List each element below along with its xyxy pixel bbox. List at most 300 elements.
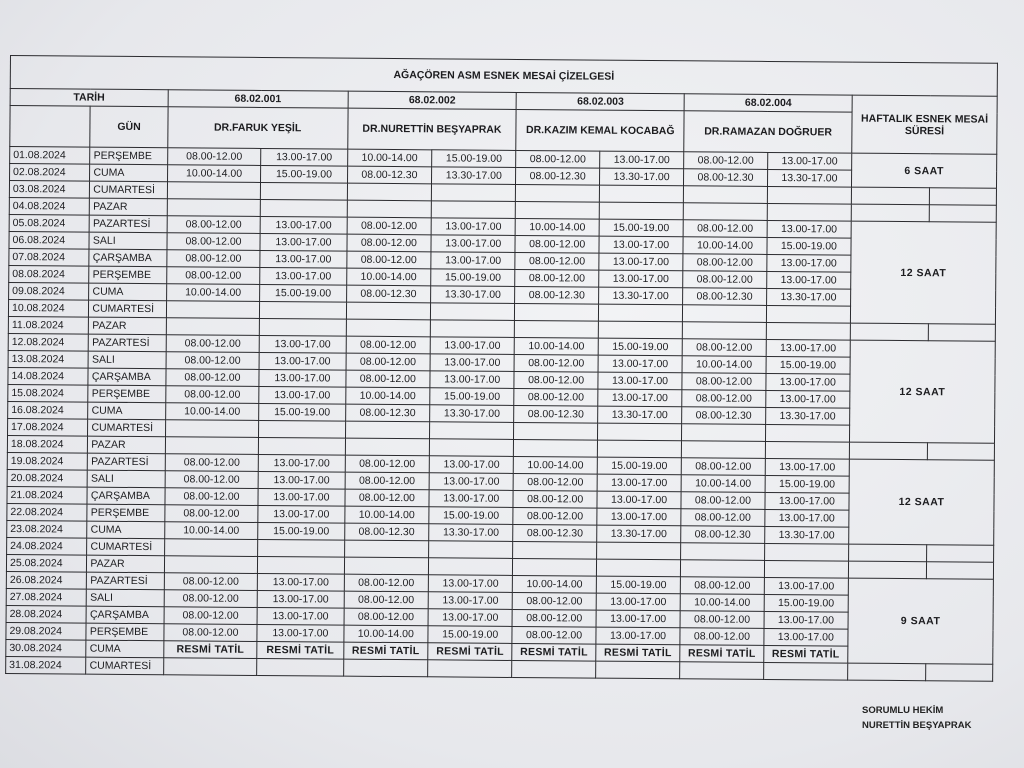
shift-cell (516, 201, 600, 219)
shift-cell: 08.00-12.00 (681, 492, 765, 510)
shift-cell: 08.00-12.30 (682, 407, 766, 425)
date-cell: 22.08.2024 (7, 503, 88, 521)
weekly-hours-cell: 9 SAAT (848, 578, 994, 664)
day-cell: PAZARTESİ (88, 453, 166, 471)
weekly-hours-cell: 12 SAAT (849, 459, 995, 545)
day-cell: SALI (87, 589, 165, 607)
weekly-empty-cell (849, 442, 928, 460)
shift-cell: 13.30-17.00 (767, 169, 852, 187)
shift-cell: 08.00-12.00 (344, 574, 429, 592)
shift-cell: 13.00-17.00 (257, 624, 344, 642)
shift-cell (681, 543, 765, 561)
shift-cell: 08.00-12.00 (164, 607, 258, 625)
day-cell: CUMARTESİ (90, 181, 168, 199)
date-cell: 10.08.2024 (8, 299, 89, 317)
shift-cell (597, 423, 682, 441)
shift-cell (682, 441, 766, 459)
shift-cell (346, 302, 431, 320)
shift-cell (163, 658, 257, 676)
shift-cell: 13.00-17.00 (764, 509, 849, 527)
day-cell: SALI (89, 232, 167, 250)
date-cell: 01.08.2024 (10, 147, 91, 165)
date-cell: 14.08.2024 (8, 367, 89, 385)
shift-cell (597, 440, 682, 458)
day-cell: CUMA (88, 402, 166, 420)
shift-cell: 08.00-12.00 (164, 573, 258, 591)
shift-cell: 13.00-17.00 (260, 250, 347, 268)
shift-cell: 08.00-12.00 (166, 386, 260, 404)
shift-cell: 08.00-12.00 (344, 608, 429, 626)
shift-cell: 15.00-19.00 (430, 388, 515, 406)
shift-cell: 13.00-17.00 (429, 473, 514, 491)
shift-cell (598, 321, 683, 339)
schedule-sheet (5, 55, 998, 682)
shift-cell: 13.00-17.00 (430, 354, 515, 372)
weekly-empty-cell (851, 187, 930, 205)
day-cell: ÇARŞAMBA (88, 368, 166, 386)
shift-cell (766, 305, 851, 323)
shift-cell (260, 301, 347, 319)
shift-cell: 13.00-17.00 (260, 233, 347, 251)
shift-cell: 13.00-17.00 (599, 270, 684, 288)
shift-cell: RESMİ TATİL (680, 645, 764, 663)
weekly-empty-cell (849, 544, 928, 562)
shift-cell: 08.00-12.30 (514, 405, 598, 423)
shift-cell: 08.00-12.00 (164, 624, 258, 642)
date-cell: 30.08.2024 (6, 639, 87, 657)
date-cell: 31.08.2024 (6, 656, 87, 674)
day-cell: PAZAR (89, 317, 167, 335)
shift-cell: 10.00-14.00 (344, 506, 429, 524)
shift-cell: 15.00-19.00 (767, 237, 852, 255)
doctor-2-code: 68.02.002 (348, 91, 517, 109)
day-cell: SALI (88, 351, 166, 369)
shift-cell: 13.00-17.00 (598, 389, 683, 407)
shift-cell: 10.00-14.00 (514, 456, 598, 474)
shift-cell: 08.00-12.00 (345, 489, 430, 507)
day-cell: PERŞEMBE (87, 504, 165, 522)
shift-cell: 08.00-12.30 (684, 169, 768, 187)
day-cell: CUMA (90, 164, 168, 182)
date-cell: 13.08.2024 (8, 350, 89, 368)
day-header: GÜN (90, 106, 168, 148)
shift-cell (165, 420, 259, 438)
shift-cell: 13.00-17.00 (258, 471, 345, 489)
shift-cell: 08.00-12.30 (345, 404, 430, 422)
day-cell: SALI (87, 470, 165, 488)
shift-cell: RESMİ TATİL (257, 641, 344, 659)
shift-cell: 10.00-14.00 (513, 575, 597, 593)
shift-cell (260, 199, 347, 217)
shift-cell: 08.00-12.00 (167, 233, 261, 251)
shift-cell (682, 424, 766, 442)
shift-cell: 15.00-19.00 (598, 338, 683, 356)
day-cell: PERŞEMBE (86, 623, 164, 641)
shift-cell: 08.00-12.00 (681, 577, 765, 595)
day-cell: CUMARTESİ (86, 657, 164, 675)
shift-cell: 13.00-17.00 (257, 590, 344, 608)
shift-cell (683, 305, 767, 323)
day-cell: ÇARŞAMBA (86, 606, 164, 624)
date-cell: 15.08.2024 (8, 384, 89, 402)
shift-cell: RESMİ TATİL (164, 641, 258, 659)
weekly-hours-cell: 12 SAAT (850, 340, 996, 443)
weekly-empty-cell (848, 561, 927, 579)
shift-cell (512, 660, 596, 678)
shift-cell: 08.00-12.00 (165, 454, 259, 472)
shift-cell: 08.00-12.00 (165, 488, 259, 506)
shift-cell (764, 560, 849, 578)
shift-cell (514, 439, 598, 457)
shift-cell: 15.00-19.00 (765, 475, 850, 493)
shift-cell (167, 199, 261, 217)
date-cell: 27.08.2024 (6, 588, 87, 606)
shift-cell: 08.00-12.00 (683, 254, 767, 272)
weekly-empty-cell (851, 204, 930, 222)
shift-cell (431, 184, 516, 202)
shift-cell: 13.00-17.00 (259, 352, 346, 370)
shift-cell: 08.00-12.00 (684, 152, 768, 170)
shift-cell: 08.00-12.30 (516, 167, 600, 185)
shift-cell (429, 439, 514, 457)
shift-cell: 13.00-17.00 (764, 577, 849, 595)
shift-cell: 13.00-17.00 (259, 335, 346, 353)
shift-cell: 08.00-12.30 (683, 288, 767, 306)
shift-cell: 13.00-17.00 (259, 386, 346, 404)
day-cell: PAZARTESİ (89, 334, 167, 352)
date-subheader (10, 106, 91, 148)
day-cell: CUMARTESİ (87, 538, 165, 556)
shift-cell: 15.00-19.00 (764, 594, 849, 612)
shift-cell: 13.00-17.00 (261, 148, 348, 166)
shift-cell: 08.00-12.00 (164, 590, 258, 608)
shift-cell: 13.00-17.00 (766, 339, 851, 357)
shift-cell (261, 182, 348, 200)
shift-cell: 13.00-17.00 (766, 271, 851, 289)
shift-cell: 13.00-17.00 (766, 373, 851, 391)
shift-cell: 08.00-12.00 (165, 471, 259, 489)
date-cell: 18.08.2024 (7, 435, 88, 453)
shift-cell: RESMİ TATİL (763, 645, 848, 663)
shift-cell: 13.00-17.00 (259, 369, 346, 387)
shift-cell: 13.30-17.00 (598, 287, 683, 305)
shift-cell (430, 422, 515, 440)
shift-cell (680, 662, 764, 680)
date-cell: 07.08.2024 (9, 248, 90, 266)
shift-cell: 08.00-12.00 (347, 217, 432, 235)
date-cell: 08.08.2024 (9, 265, 90, 283)
weekly-hours-cell: 12 SAAT (850, 221, 996, 324)
shift-cell: 10.00-14.00 (344, 625, 429, 643)
shift-cell (345, 421, 430, 439)
shift-cell: 08.00-12.00 (346, 370, 431, 388)
shift-cell: 13.00-17.00 (767, 220, 852, 238)
shift-cell (513, 558, 597, 576)
shift-cell: 13.00-17.00 (430, 371, 515, 389)
shift-cell: 08.00-12.00 (346, 336, 431, 354)
shift-cell: 08.00-12.00 (682, 390, 766, 408)
doctor-4-code: 68.02.004 (684, 94, 852, 112)
shift-cell: 08.00-12.00 (515, 235, 599, 253)
shift-cell: 10.00-14.00 (683, 237, 767, 255)
shift-cell: 08.00-12.00 (516, 150, 600, 168)
signature-block (862, 703, 971, 733)
date-cell: 04.08.2024 (9, 197, 90, 215)
day-cell: CUMA (86, 640, 164, 658)
shift-cell: 08.00-12.00 (512, 626, 596, 644)
date-cell: 11.08.2024 (8, 316, 89, 334)
shift-cell (515, 303, 599, 321)
shift-cell: 10.00-14.00 (680, 594, 764, 612)
shift-cell: 13.00-17.00 (597, 508, 682, 526)
shift-cell: 08.00-12.00 (680, 628, 764, 646)
shift-cell (430, 303, 515, 321)
shift-cell: 10.00-14.00 (165, 403, 259, 421)
shift-cell: 13.00-17.00 (767, 152, 852, 170)
shift-cell (344, 557, 429, 575)
shift-cell (165, 437, 259, 455)
date-cell: 16.08.2024 (8, 401, 89, 419)
shift-cell (595, 661, 680, 679)
shift-cell: 10.00-14.00 (347, 149, 432, 167)
date-cell: 21.08.2024 (7, 486, 88, 504)
date-cell: 20.08.2024 (7, 469, 88, 487)
shift-cell: 13.30-17.00 (597, 525, 682, 543)
shift-cell: 13.30-17.00 (764, 526, 849, 544)
shift-cell: 13.00-17.00 (431, 218, 516, 236)
day-cell: ÇARŞAMBA (89, 249, 167, 267)
weekly-empty-cell (929, 324, 996, 342)
shift-cell: 13.00-17.00 (429, 490, 514, 508)
shift-cell: 08.00-12.00 (166, 352, 260, 370)
day-cell: PAZARTESİ (90, 215, 168, 233)
shift-cell: RESMİ TATİL (512, 643, 596, 661)
shift-cell (599, 185, 684, 203)
day-cell: CUMARTESİ (88, 419, 166, 437)
shift-cell (164, 556, 258, 574)
shift-cell: 13.00-17.00 (258, 573, 345, 591)
shift-cell (430, 320, 515, 338)
shift-cell: 13.00-17.00 (260, 267, 347, 285)
shift-cell: 15.00-19.00 (432, 150, 517, 168)
shift-cell: 08.00-12.00 (165, 505, 259, 523)
table-title: AĞAÇÖREN ASM ESNEK MESAİ ÇİZELGESİ (10, 56, 997, 97)
shift-cell (599, 202, 684, 220)
day-cell: PAZAR (87, 555, 165, 573)
shift-cell: 08.00-12.00 (513, 592, 597, 610)
shift-cell: 13.00-17.00 (764, 611, 849, 629)
shift-cell: 08.00-12.00 (681, 509, 765, 527)
date-cell: 05.08.2024 (9, 214, 90, 232)
weekly-header: HAFTALIK ESNEK MESAİ SÜRESİ (852, 95, 997, 154)
shift-cell: 13.00-17.00 (596, 593, 681, 611)
shift-cell (513, 541, 597, 559)
shift-cell: 13.00-17.00 (766, 254, 851, 272)
shift-cell (683, 203, 767, 221)
shift-cell (598, 304, 683, 322)
date-cell: 02.08.2024 (10, 164, 91, 182)
shift-cell: 13.00-17.00 (257, 607, 344, 625)
shift-cell: 13.30-17.00 (599, 168, 684, 186)
day-cell: PAZAR (88, 436, 166, 454)
shift-cell: 08.00-12.00 (166, 369, 260, 387)
day-cell: ÇARŞAMBA (87, 487, 165, 505)
shift-cell (346, 319, 431, 337)
shift-cell: 08.00-12.30 (346, 285, 431, 303)
shift-cell (428, 660, 513, 678)
shift-cell: 15.00-19.00 (431, 269, 516, 287)
shift-cell (683, 322, 767, 340)
shift-cell: 10.00-14.00 (345, 387, 430, 405)
shift-cell (684, 186, 768, 204)
shift-cell: 08.00-12.00 (167, 216, 261, 234)
shift-cell: 13.00-17.00 (764, 628, 849, 646)
date-cell: 12.08.2024 (8, 333, 89, 351)
shift-cell: 13.30-17.00 (432, 167, 517, 185)
shift-cell (347, 183, 432, 201)
shift-cell: 10.00-14.00 (516, 218, 600, 236)
shift-cell: 08.00-12.00 (166, 267, 260, 285)
shift-cell (765, 424, 850, 442)
weekly-empty-cell (848, 663, 927, 681)
shift-cell (596, 542, 681, 560)
shift-cell: 08.00-12.00 (682, 339, 766, 357)
shift-cell: 15.00-19.00 (260, 284, 347, 302)
date-cell: 06.08.2024 (9, 231, 90, 249)
shift-cell: 08.00-12.00 (683, 271, 767, 289)
date-cell: 25.08.2024 (6, 554, 87, 572)
shift-cell: 13.00-17.00 (429, 456, 514, 474)
shift-cell: 13.30-17.00 (766, 288, 851, 306)
weekly-empty-cell (926, 664, 993, 682)
shift-cell: 08.00-12.00 (344, 591, 429, 609)
shift-cell: 13.00-17.00 (599, 236, 684, 254)
shift-cell: 10.00-14.00 (166, 284, 260, 302)
shift-cell (166, 301, 260, 319)
shift-cell (516, 184, 600, 202)
weekly-empty-cell (850, 323, 929, 341)
shift-cell (344, 540, 429, 558)
doctor-3-name: DR.KAZIM KEMAL KOCABAĞ (516, 109, 684, 151)
date-header: TARİH (10, 89, 168, 107)
shift-cell: 13.00-17.00 (765, 492, 850, 510)
date-cell: 24.08.2024 (7, 537, 88, 555)
shift-cell (428, 558, 513, 576)
shift-cell: 08.00-12.00 (167, 148, 261, 166)
signature-role: SORUMLU HEKİM (862, 705, 944, 716)
shift-cell: 13.00-17.00 (431, 235, 516, 253)
shift-cell: RESMİ TATİL (428, 643, 513, 661)
shift-cell: 08.00-12.00 (347, 234, 432, 252)
shift-cell (167, 182, 261, 200)
shift-cell: 08.00-12.00 (346, 353, 431, 371)
shift-cell (429, 541, 514, 559)
shift-cell (259, 420, 346, 438)
shift-cell: 08.00-12.00 (512, 609, 596, 627)
shift-cell (765, 441, 850, 459)
shift-cell: 13.00-17.00 (596, 610, 681, 628)
shift-cell (763, 662, 848, 680)
shift-cell: 13.00-17.00 (428, 609, 513, 627)
date-cell: 28.08.2024 (6, 605, 87, 623)
shift-cell: 15.00-19.00 (429, 507, 514, 525)
shift-cell: 08.00-12.00 (514, 388, 598, 406)
shift-cell: 10.00-14.00 (515, 337, 599, 355)
shift-cell: 13.00-17.00 (428, 592, 513, 610)
shift-cell (596, 559, 681, 577)
shift-cell: 10.00-14.00 (346, 268, 431, 286)
day-cell: PERŞEMBE (89, 266, 167, 284)
shift-cell: 15.00-19.00 (428, 626, 513, 644)
day-cell: CUMARTESİ (89, 300, 167, 318)
shift-cell: 13.30-17.00 (765, 407, 850, 425)
doctor-2-name: DR.NURETTİN BEŞYAPRAK (347, 108, 516, 150)
shift-cell: 08.00-12.00 (680, 611, 764, 629)
date-cell: 03.08.2024 (9, 181, 90, 199)
day-cell: CUMA (87, 521, 165, 539)
date-cell: 19.08.2024 (7, 452, 88, 470)
shift-cell: 08.00-12.00 (166, 335, 260, 353)
shift-cell: 10.00-14.00 (164, 522, 258, 540)
shift-cell (431, 201, 516, 219)
shift-cell: 13.00-17.00 (598, 355, 683, 373)
shift-cell: 08.00-12.30 (515, 286, 599, 304)
doctor-4-name: DR.RAMAZAN DOĞRUER (684, 111, 852, 153)
date-cell: 29.08.2024 (6, 622, 87, 640)
shift-cell: 08.00-12.00 (683, 220, 767, 238)
weekly-empty-cell (930, 205, 997, 223)
shift-cell: 10.00-14.00 (682, 356, 766, 374)
shift-cell: 08.00-12.00 (515, 252, 599, 270)
shift-cell: 10.00-14.00 (681, 475, 765, 493)
shift-cell: 13.00-17.00 (258, 505, 345, 523)
shift-cell: 15.00-19.00 (258, 522, 345, 540)
shift-cell: 13.00-17.00 (258, 454, 345, 472)
shift-cell: 08.00-12.00 (345, 455, 430, 473)
day-cell: CUMA (89, 283, 167, 301)
date-cell: 23.08.2024 (7, 520, 88, 538)
shift-cell: 13.00-17.00 (599, 151, 684, 169)
day-cell: PAZAR (90, 198, 168, 216)
shift-cell: 08.00-12.00 (167, 250, 261, 268)
weekly-empty-cell (928, 443, 995, 461)
shift-cell: RESMİ TATİL (343, 642, 428, 660)
shift-cell: 13.30-17.00 (431, 286, 516, 304)
day-cell: PERŞEMBE (88, 385, 166, 403)
shift-cell: 13.00-17.00 (597, 491, 682, 509)
shift-cell: 08.00-12.00 (345, 472, 430, 490)
shift-cell: 13.00-17.00 (431, 252, 516, 270)
shift-cell (258, 556, 345, 574)
shift-cell: 15.00-19.00 (597, 457, 682, 475)
shift-cell: 15.00-19.00 (766, 356, 851, 374)
shift-cell: 13.30-17.00 (429, 524, 514, 542)
shift-cell (347, 200, 432, 218)
shift-cell (164, 539, 258, 557)
shift-cell: 08.00-12.00 (346, 251, 431, 269)
shift-cell: 08.00-12.00 (513, 490, 597, 508)
shift-cell: 08.00-12.00 (681, 458, 765, 476)
shift-cell: 15.00-19.00 (259, 403, 346, 421)
shift-cell: 08.00-12.30 (347, 166, 432, 184)
shift-cell: 08.00-12.30 (513, 524, 597, 542)
shift-cell: 13.00-17.00 (765, 458, 850, 476)
day-cell: PERŞEMBE (90, 147, 168, 165)
shift-cell (345, 438, 430, 456)
date-cell: 17.08.2024 (8, 418, 89, 436)
weekly-empty-cell (927, 545, 994, 563)
shift-cell (257, 658, 344, 676)
